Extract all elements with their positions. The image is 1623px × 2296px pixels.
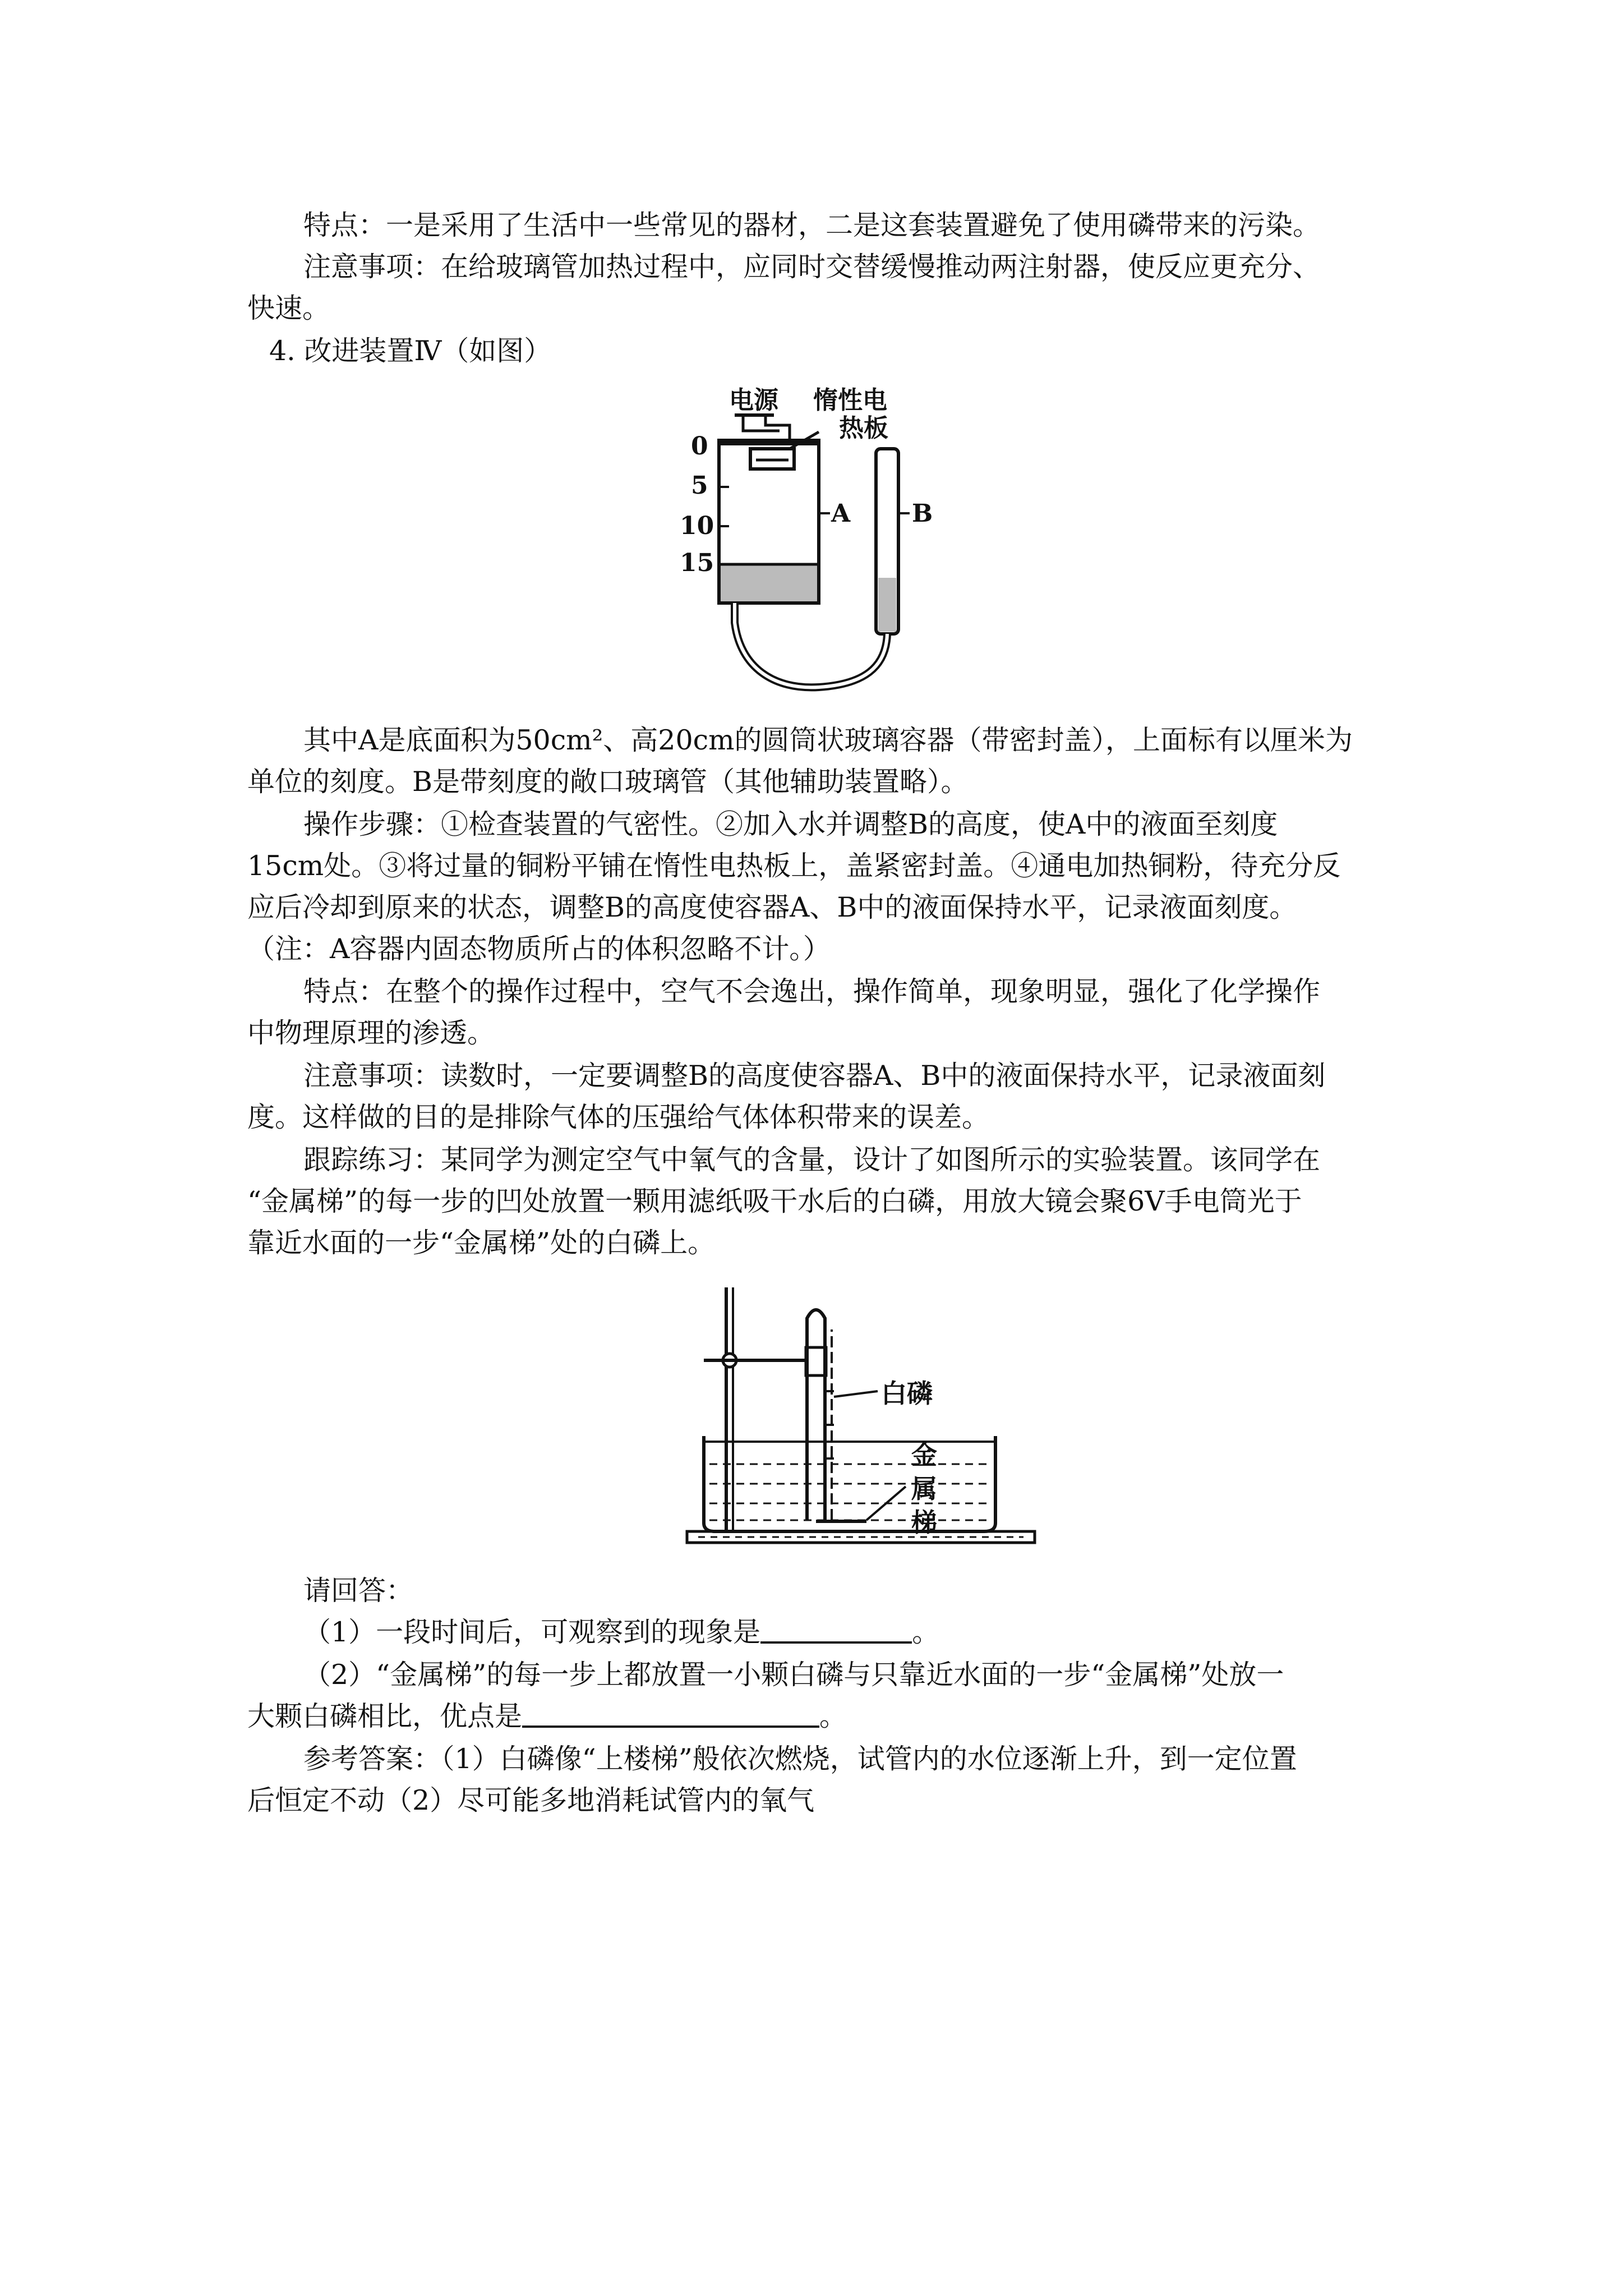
text-please-answer: 请回答： (303, 1575, 414, 1607)
text-steps-note: （注：A容器内固态物质所占的体积忽略不计。） (247, 933, 831, 965)
answer-blank-1[interactable] (760, 1616, 912, 1644)
label-ladder-2: 属 (911, 1474, 937, 1504)
text-notes-1: 注意事项：在给玻璃管加热过程中，应同时交替缓慢推动两注射器，使反应更充分、 (303, 251, 1321, 283)
question-1-end: 。 (912, 1616, 940, 1648)
answer-blank-2[interactable] (522, 1700, 819, 1728)
label-ladder-3: 梯 (911, 1507, 937, 1538)
scale-15: 15 (680, 549, 714, 577)
label-ladder-1: 金 (911, 1440, 937, 1470)
label-b: B (912, 499, 933, 528)
question-2-cont (247, 1700, 1391, 1736)
text-notes-1-cont: 快速。 (247, 292, 330, 324)
text-notes-2: 注意事项：读数时，一定要调整B的高度使容器A、B中的液面保持水平，记录液面刻 (303, 1060, 1326, 1092)
text-description-2: 单位的刻度。B是带刻度的敞口玻璃管（其他辅助装置略）。 (247, 766, 969, 798)
scale-0: 0 (691, 432, 708, 461)
test-tube (807, 1310, 825, 1520)
figure-device-iv (651, 376, 965, 701)
text-notes-2-cont: 度。这样做的目的是排除气体的压强给气体体积带来的误差。 (247, 1101, 990, 1133)
text-features-2-cont: 中物理原理的渗透。 (247, 1017, 495, 1049)
reference-answer-2: 后恒定不动（2）尽可能多地消耗试管内的氧气 (247, 1784, 815, 1816)
figure-metal-ladder (681, 1285, 1040, 1554)
scale-10: 10 (680, 512, 714, 540)
text-exercise-1: 跟踪练习：某同学为测定空气中氧气的含量，设计了如图所示的实验装置。该同学在 (303, 1144, 1321, 1176)
question-2-text: 大颗白磷相比，优点是 (247, 1700, 523, 1732)
label-power-source: 电源 (729, 386, 778, 415)
question-2-end: 。 (819, 1700, 847, 1732)
text-features-2: 特点：在整个的操作过程中，空气不会逸出，操作简单，现象明显，强化了化学操作 (303, 976, 1321, 1007)
section-heading-device-4: 4. 改进装置Ⅳ（如图） (269, 335, 552, 367)
text-features-1: 特点：一是采用了生活中一些常见的器材，二是这套装置避免了使用磷带来的污染。 (303, 209, 1321, 241)
text-exercise-3: 靠近水面的一步“金属梯”处的白磷上。 (247, 1227, 716, 1259)
question-1-text: （1）一段时间后，可观察到的现象是 (303, 1616, 761, 1648)
label-a: A (831, 499, 851, 528)
label-heating-plate-1: 惰性电 (813, 386, 887, 415)
text-steps-3: 应后冷却到原来的状态，调整B的高度使容器A、B中的液面保持水平，记录液面刻度。 (247, 891, 1297, 923)
text-steps-2: 15cm处。③将过量的铜粉平铺在惰性电热板上，盖紧密封盖。④通电加热铜粉，待充分反 (247, 850, 1341, 882)
text-steps-1: 操作步骤：①检查装置的气密性。②加入水并调整B的高度，使A中的液面至刻度 (303, 808, 1278, 840)
scale-5: 5 (691, 471, 708, 500)
text-exercise-2: “金属梯”的每一步的凹处放置一颗用滤纸吸干水后的白磷，用放大镜会聚6V手电筒光于 (247, 1185, 1302, 1217)
reference-answer-1: 参考答案：（1）白磷像“上楼梯”般依次燃烧，试管内的水位逐渐上升，到一定位置 (303, 1743, 1297, 1775)
question-2: （2）“金属梯”的每一步上都放置一小颗白磷与只靠近水面的一步“金属梯”处放一 (303, 1659, 1284, 1691)
label-white-phosphorus: 白磷 (881, 1378, 933, 1409)
question-1 (303, 1616, 1447, 1651)
text-description-1: 其中A是底面积为50cm²、高20cm的圆筒状玻璃容器（带密封盖），上面标有以厘米为 (303, 724, 1353, 756)
label-heating-plate-2: 热板 (839, 414, 888, 443)
